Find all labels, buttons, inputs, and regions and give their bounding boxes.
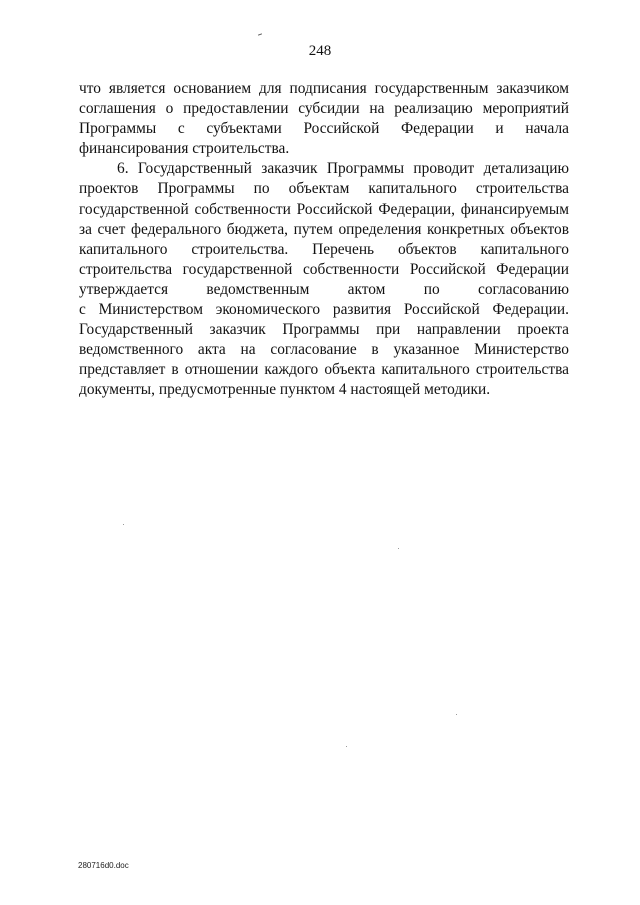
text-line: соглашения о предоставлении субсидии на реализацию мероприятий: [79, 100, 569, 118]
text-line: с Министерством экономического развития Российской Федерации.: [79, 301, 569, 319]
page-number: 248: [308, 43, 332, 59]
text-line: Государственный заказчик Программы при направлении проекта: [79, 321, 569, 339]
text-line: представляет в отношении каждого объекта капитального строительства: [79, 361, 569, 379]
text-line: проектов Программы по объектам капитального строительства: [79, 180, 569, 198]
text-line: Программы с субъектами Российской Федерации и начала: [79, 120, 569, 138]
text-line: ведомственного акта на согласование в указанное Министерство: [79, 341, 569, 359]
scan-mark: [258, 33, 262, 35]
paragraph-1: [79, 79, 569, 159]
paragraph-2: [79, 159, 569, 400]
text-line: утверждается ведомственным актом по согласованию: [79, 280, 569, 298]
scan-speck: [123, 524, 124, 525]
text-line: государственной собственности Российской Федерации, финансируемым: [79, 200, 569, 218]
text-line: финансирования строительства.: [79, 140, 290, 158]
text-line: строительства государственной собственности Российской Федерации: [79, 260, 569, 278]
document-body: [79, 79, 569, 401]
text-line: капитального строительства. Перечень объектов капитального: [79, 240, 569, 258]
text-line: документы, предусмотренные пунктом 4 настоящей методики.: [79, 381, 491, 399]
scan-speck: [456, 714, 457, 715]
file-name: 280716d0.doc: [78, 861, 129, 870]
text-line: что является основанием для подписания государственным заказчиком: [79, 80, 569, 97]
scan-speck: [346, 746, 347, 747]
text-line: 6. Государственный заказчик Программы проводит детализацию: [117, 160, 569, 178]
scan-speck: [398, 548, 399, 549]
text-line: за счет федерального бюджета, путем определения конкретных объектов: [79, 220, 569, 238]
